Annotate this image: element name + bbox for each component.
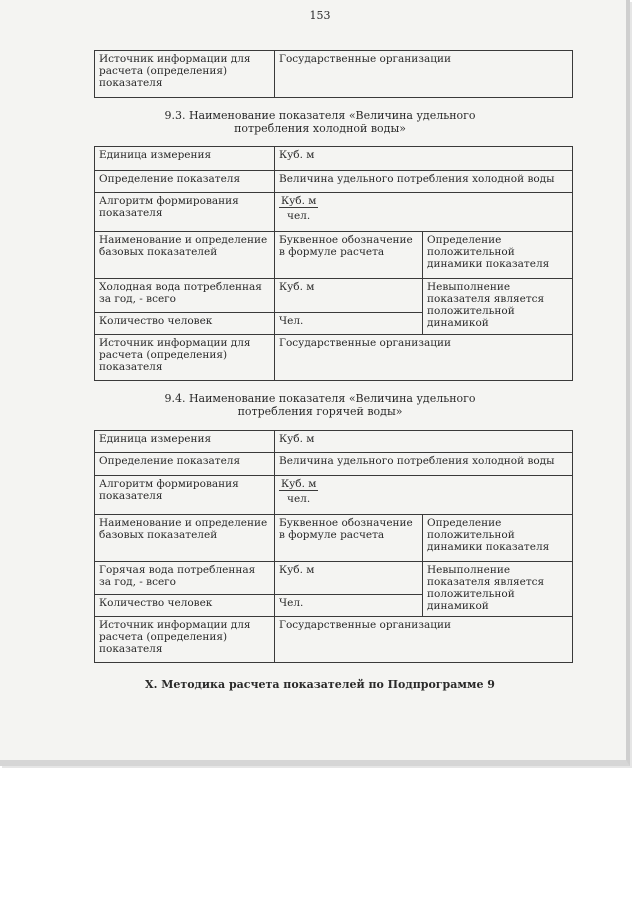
source-label: Источник информации для расчета (определения) показателя — [95, 335, 275, 381]
unit-value: Куб. м — [275, 431, 573, 453]
formula-denominator: чел. — [287, 210, 311, 222]
algorithm-formula — [275, 193, 573, 232]
definition-value: Величина удельного потребления холодной воды — [275, 171, 573, 193]
base-indicator-symbol: Куб. м — [275, 279, 423, 313]
base-indicator-name: Количество человек — [95, 313, 275, 335]
source-value: Государственные организации — [275, 335, 573, 381]
source-label: Источник информации для расчета (определения) показателя — [95, 617, 275, 663]
definition-label: Определение показателя — [95, 453, 275, 476]
definition-value: Величина удельного потребления холодной воды — [275, 453, 573, 476]
formula-denominator: чел. — [287, 493, 311, 505]
indicator-table-9-4 — [94, 430, 573, 663]
section-heading-9-3: 9.3. Наименование показателя «Величина удельного потребления холодной воды» — [164, 109, 476, 135]
definition-label: Определение показателя — [95, 171, 275, 193]
formula-fraction — [279, 478, 318, 505]
col-header-name: Наименование и определение базовых показателей — [95, 232, 275, 279]
col-header-symbol: Буквенное обозначение в формуле расчета — [275, 232, 423, 279]
unit-value: Куб. м — [275, 147, 573, 171]
col-header-dynamics: Определение положительной динамики показателя — [423, 515, 573, 562]
chapter-heading: X. Методика расчета показателей по Подпрограмме 9 — [145, 678, 495, 691]
col-header-name: Наименование и определение базовых показателей — [95, 515, 275, 562]
source-table-top — [94, 50, 573, 98]
base-indicator-symbol: Чел. — [275, 595, 423, 617]
col-header-dynamics: Определение положительной динамики показателя — [423, 232, 573, 279]
formula-numerator: Куб. м — [281, 478, 317, 490]
formula-fraction — [279, 195, 318, 222]
formula-numerator: Куб. м — [281, 195, 317, 207]
base-indicator-symbol: Куб. м — [275, 562, 423, 595]
indicator-table-9-3 — [94, 146, 573, 381]
source-value: Государственные организации — [275, 51, 573, 98]
page-number: 153 — [309, 9, 331, 22]
algorithm-label: Алгоритм формирования показателя — [95, 193, 275, 232]
base-indicator-symbol: Чел. — [275, 313, 423, 335]
unit-label: Единица измерения — [95, 147, 275, 171]
base-indicator-name: Холодная вода потребленная за год, - всего — [95, 279, 275, 313]
dynamics-value: Невыполнение показателя является положительной динамикой — [423, 562, 573, 617]
unit-label: Единица измерения — [95, 431, 275, 453]
source-label: Источник информации для расчета (определения) показателя — [95, 51, 275, 98]
base-indicator-name: Горячая вода потребленная за год, - всего — [95, 562, 275, 595]
base-indicator-name: Количество человек — [95, 595, 275, 617]
source-value: Государственные организации — [275, 617, 573, 663]
algorithm-formula — [275, 476, 573, 515]
dynamics-value: Невыполнение показателя является положительной динамикой — [423, 279, 573, 335]
section-heading-9-4: 9.4. Наименование показателя «Величина удельного потребления горячей воды» — [164, 392, 476, 418]
algorithm-label: Алгоритм формирования показателя — [95, 476, 275, 515]
col-header-symbol: Буквенное обозначение в формуле расчета — [275, 515, 423, 562]
